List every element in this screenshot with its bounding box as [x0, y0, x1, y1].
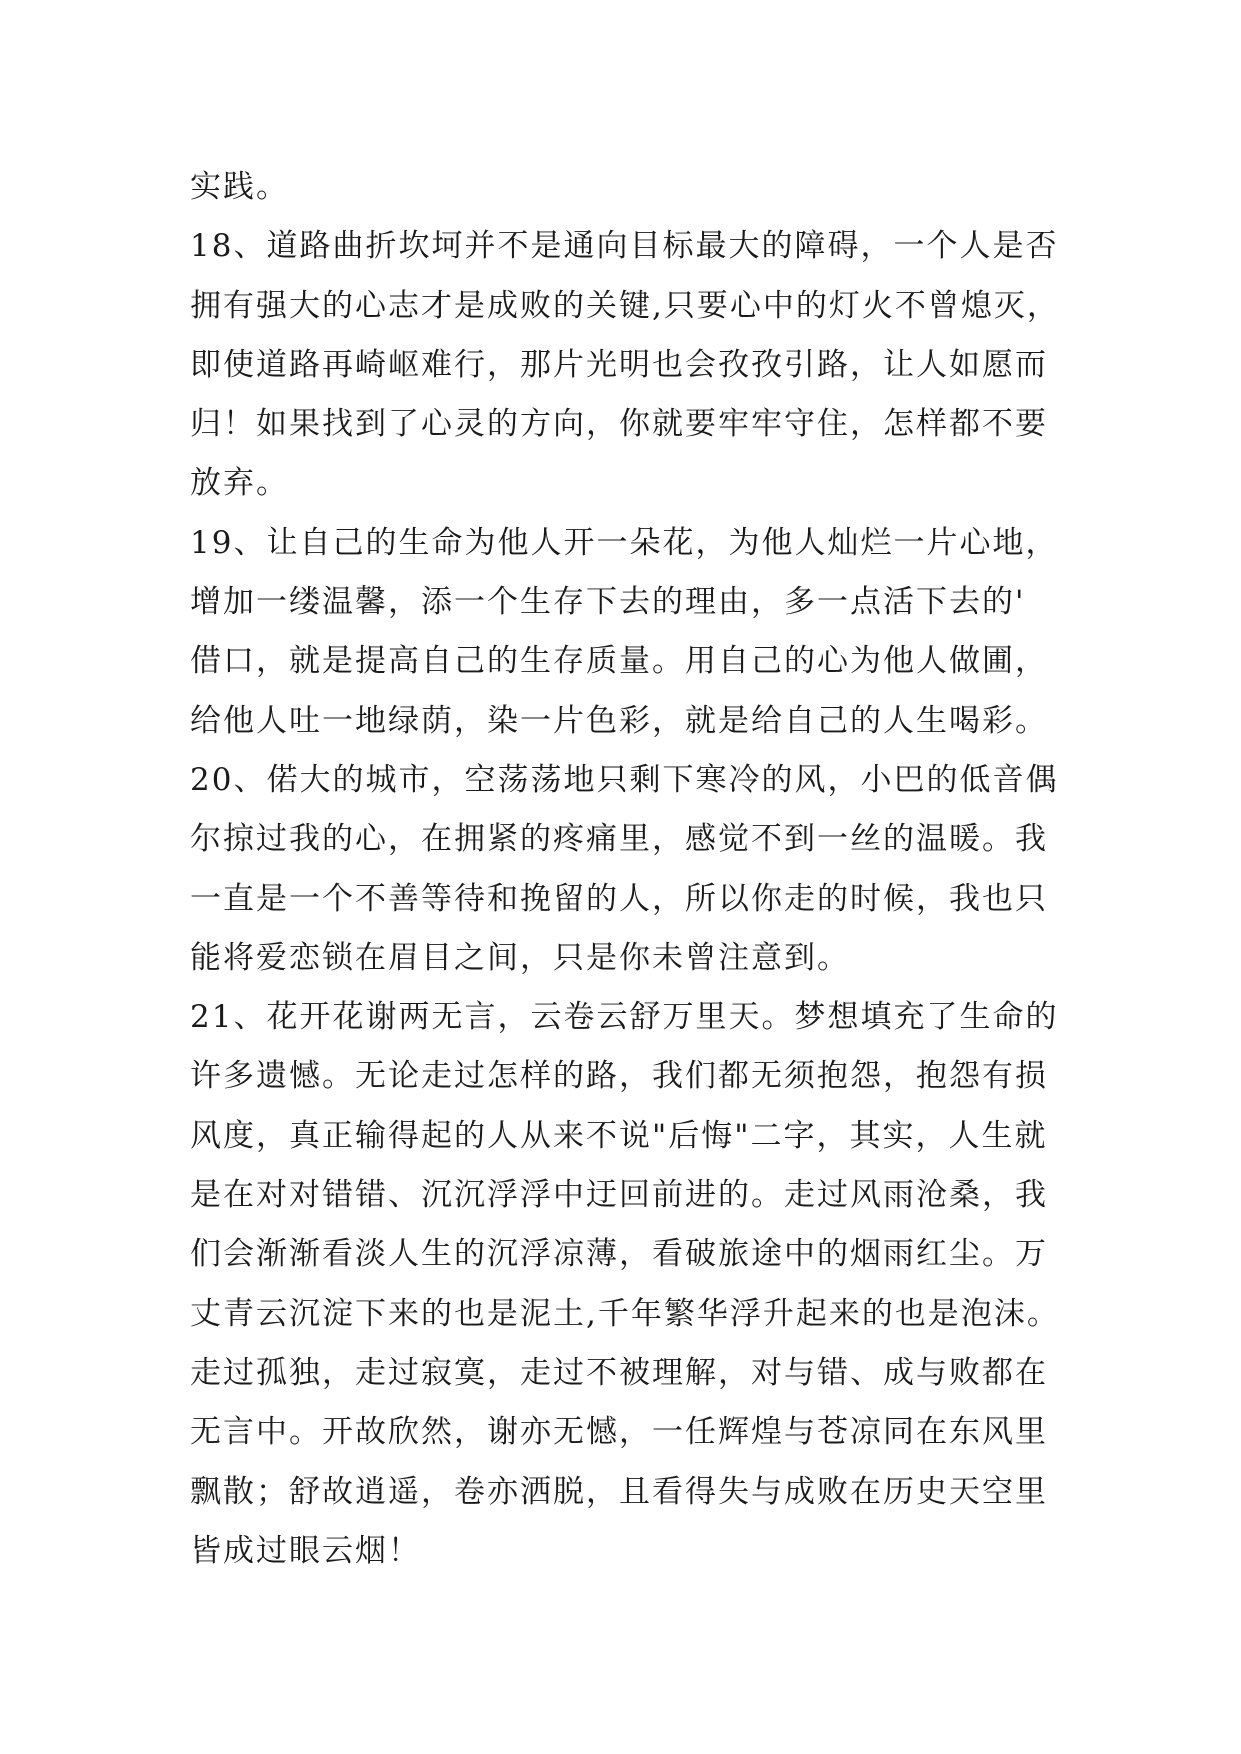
text-line: 一直是一个不善等待和挽留的人，所以你走的时候，我也只	[190, 880, 1048, 917]
text-line: 给他人吐一地绿荫，染一片色彩，就是给自己的人生喝彩。	[190, 702, 1048, 739]
text-line: 许多遗憾。无论走过怎样的路，我们都无须抱怨，抱怨有损	[190, 1058, 1048, 1095]
text-line: 风度，真正输得起的人从来不说"后悔"二字，其实，人生就	[190, 1117, 1048, 1154]
text-line: 走过孤独，走过寂寞，走过不被理解，对与错、成与败都在	[190, 1354, 1048, 1391]
text-line: 借口，就是提高自己的生存质量。用自己的心为他人做圃，	[190, 643, 1048, 680]
text-line: 21、花开花谢两无言，云卷云舒万里天。梦想填充了生命的	[190, 999, 1059, 1036]
text-line: 即使道路再崎岖难行，那片光明也会孜孜引路，让人如愿而	[190, 346, 1048, 383]
text-line: 拥有强大的心志才是成败的关键,只要心中的灯火不曾熄灭，	[190, 287, 1060, 324]
text-line: 飘散；舒故逍遥，卷亦洒脱，且看得失与成败在历史天空里	[190, 1473, 1048, 1510]
text-line: 20、偌大的城市，空荡荡地只剩下寒冷的风，小巴的低音偶	[190, 761, 1059, 798]
text-line: 们会渐渐看淡人生的沉浮凉薄，看破旅途中的烟雨红尘。万	[190, 1236, 1048, 1273]
text-line: 放弃。	[190, 465, 289, 502]
text-line: 实践。	[190, 169, 289, 205]
text-line: 丈青云沉淀下来的也是泥土,千年繁华浮升起来的也是泡沫。	[190, 1295, 1060, 1332]
text-line: 19、让自己的生命为他人开一朵花，为他人灿烂一片心地，	[190, 524, 1059, 561]
text-line: 皆成过眼云烟！	[190, 1532, 421, 1569]
text-line: 是在对对错错、沉沉浮浮中迂回前进的。走过风雨沧桑，我	[190, 1177, 1048, 1214]
text-line: 18、道路曲折坎坷并不是通向目标最大的障碍，一个人是否	[190, 228, 1059, 265]
text-line: 无言中。开故欣然，谢亦无憾，一任辉煌与苍凉同在东风里	[190, 1414, 1048, 1451]
text-line: 增加一缕温馨，添一个生存下去的理由，多一点活下去的'	[190, 584, 1026, 621]
text-line: 归！如果找到了心灵的方向，你就要牢牢守住，怎样都不要	[190, 406, 1048, 443]
text-line: 能将爱恋锁在眉目之间，只是你未曾注意到。	[190, 939, 850, 976]
text-line: 尔掠过我的心，在拥紧的疼痛里，感觉不到一丝的温暖。我	[190, 821, 1048, 858]
body-text	[190, 158, 1090, 1581]
